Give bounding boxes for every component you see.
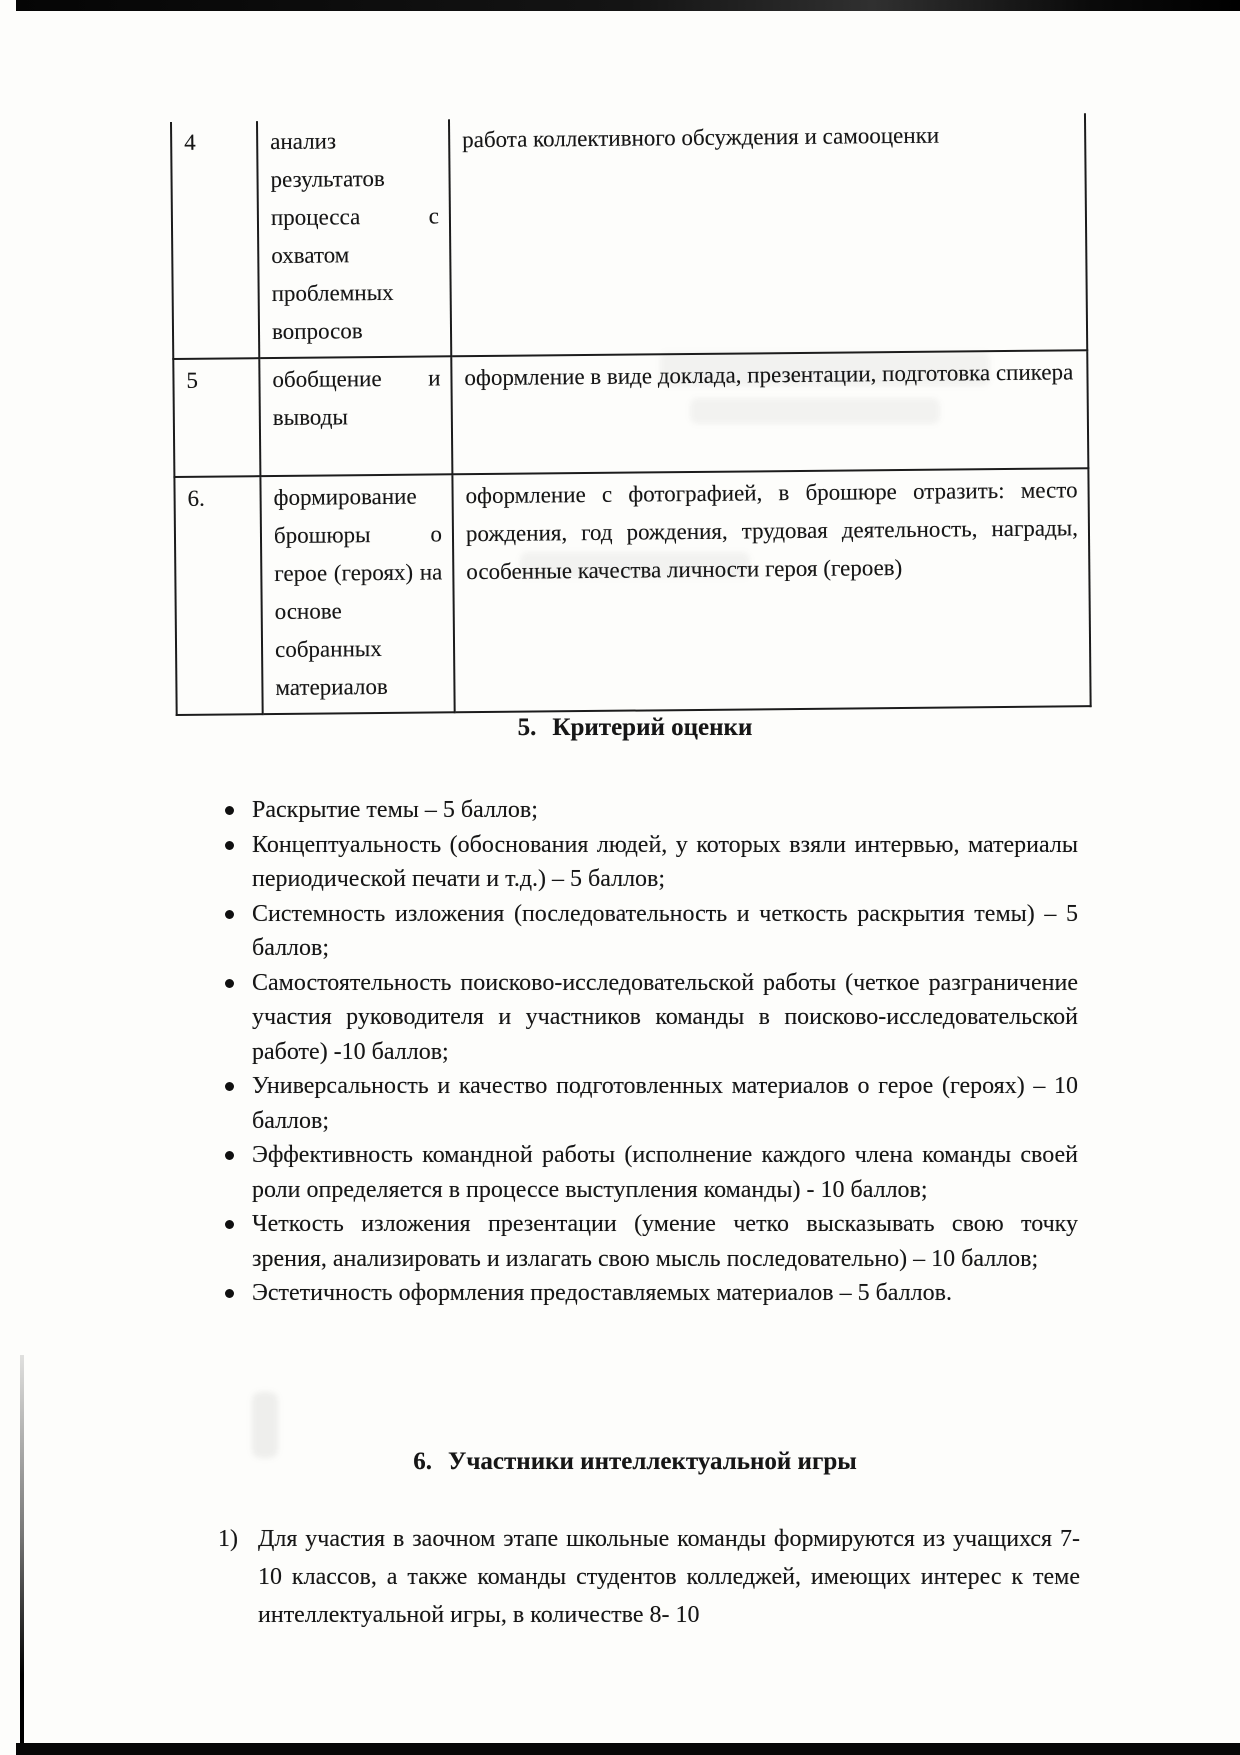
participants-item [218,1520,1080,1634]
row-number-cell: 6. [174,476,262,715]
criteria-item-text: Четкость изложения презентации (умение четко высказывать свою точку зрения, анализировать и излагать свою мысль последовательно) – 10 баллов; [252,1211,1078,1272]
criteria-item-text: Раскрытие темы – 5 баллов; [252,797,538,823]
task-cell: обобщение и выводы [259,356,452,476]
criteria-item-text: Эстетичность оформления предоставляемых материалов – 5 баллов. [252,1280,952,1306]
criteria-item [222,1138,1078,1207]
scan-edge-top [16,0,1240,11]
criteria-item-text: Универсальность и качество подготовленных материалов о герое (героях) – 10 баллов; [252,1073,1078,1134]
criteria-item [222,1069,1078,1138]
task-cell: формирование брошюры о герое (героях) на основе собранных материалов [260,474,454,714]
item-marker: 1) [218,1526,238,1552]
criteria-item [222,966,1078,1070]
criteria-item-text: Эффективность командной работы (исполнение каждого члена команды своей роли определяется в процессе выступления команды) - 10 баллов; [252,1142,1078,1203]
criteria-item-text: Системность изложения (последовательность и четкость раскрытия темы) – 5 баллов; [252,900,1078,961]
heading-number: 5. [517,714,537,741]
criteria-item-text: Концептуальность (обоснования людей, у которых взяли интервью, материалы периодической печати и т.д.) – 5 баллов; [252,831,1078,892]
table-row [174,468,1090,715]
row-number-cell: 4 [171,121,259,359]
description-cell: работа коллективного обсуждения и самооценки [449,113,1087,356]
heading-number: 6. [413,1448,432,1475]
criteria-item [222,1276,1078,1311]
scan-edge-bottom [16,1743,1240,1755]
criteria-item [222,793,1078,828]
row-number-cell: 5 [173,358,260,477]
item-text: Для участия в заочном этапе школьные команды формируются из учащихся 7-10 классов, а также команды студентов колледжей, имеющих интерес к теме интеллектуальной игры, в количестве 8- 10 [258,1526,1080,1628]
task-cell: анализ результатов процесса с охватом проблемных вопросов [257,119,451,358]
heading-title: Критерий оценки [552,714,753,741]
scan-edge-left [20,1355,24,1755]
section-6-heading [170,1448,1100,1476]
section-5-heading [170,714,1100,742]
criteria-item [222,1207,1078,1276]
description-cell: оформление с фотографией, в брошюре отразить: место рождения, год рождения, трудовая деятельность, награды, особенные качества личности героя (героев) [452,468,1090,712]
heading-title: Участники интеллектуальной игры [447,1448,857,1475]
table-row [173,350,1088,477]
table-row [171,113,1087,359]
criteria-item [222,897,1078,966]
criteria-item-text: Самостоятельность поисково-исследовательской работы (четкое разграничение участия руководителя и участников команды в поисково-исследовательской работе) -10 баллов; [252,969,1078,1065]
work-stages-table [170,113,1092,716]
criteria-list [222,793,1078,1311]
description-cell: оформление в виде доклада, презентации, подготовка спикера [451,350,1088,474]
criteria-item [222,828,1078,897]
